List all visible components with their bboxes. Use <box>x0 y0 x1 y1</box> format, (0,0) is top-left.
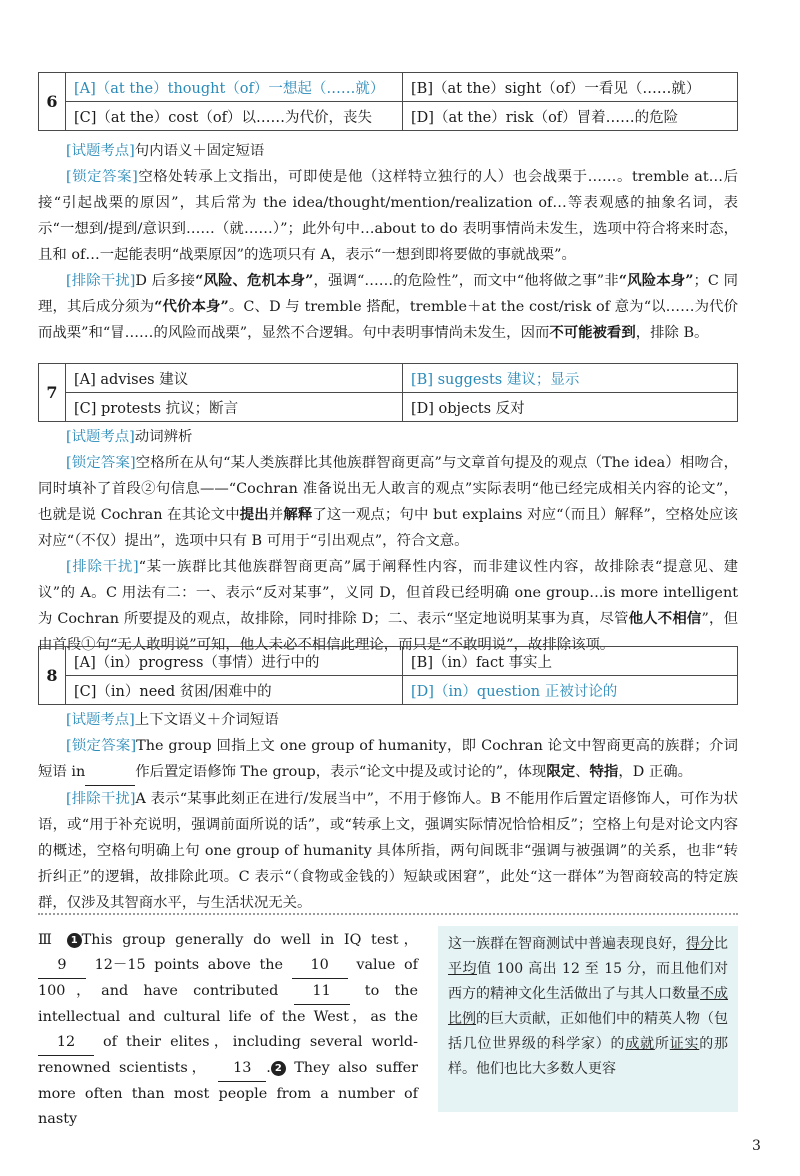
kaodian-text: 句内语义＋固定短语 <box>134 143 265 159</box>
sentence-number-1: 1 <box>67 933 82 948</box>
text: ，强调“……的危险性”，而文中“他将做之事”非 <box>313 273 619 289</box>
blank-13: 13 <box>218 1056 266 1082</box>
kaodian-tag: [试题考点] <box>66 143 135 159</box>
blank-line <box>85 759 135 786</box>
suoding-paragraph <box>38 733 738 786</box>
bold-text: “风险、危机本身” <box>195 272 314 289</box>
option-d: [D]（in）question 正被讨论的 <box>403 676 738 705</box>
text: 12－15 points above the <box>94 957 284 973</box>
suoding-tag: [锁定答案] <box>66 738 137 754</box>
blank-11: 11 <box>294 979 350 1005</box>
text: 了这一观点；句中 but explains 对应“（而且）解释”，空格处应该对应“（不仅）提出”，选项中只有 B 可用于“引出观点”，符合文意。 <box>38 507 738 549</box>
text: D 后多接 <box>135 273 196 289</box>
bold-text: 特指 <box>589 763 619 780</box>
text: 这一族群在智商测试中普遍表现良好， <box>448 936 686 952</box>
text: A 表示“某事此刻正在进行/发展当中”，不用于修饰人。B 不能用作后置定语修饰人，可作为状语，或“用于补充说明，强调前面所说的话”，或“转承上文，强调实际情况恰恰相反”；空格上句是对论文内容的概述，空格句明确上句 one group of humanity 具体所指，两句间既非“强调与被强调”的关系，也非“转折纠正”的逻辑，故排除此项。C 表示“（食物或金钱的）短缺或困窘”，此处“这一群体”为智商较高的特定族群，仅涉及其智商水平，与生活状况无关。 <box>38 791 739 911</box>
option-a: [A]（at the）thought（of）一想起（……就） <box>66 73 403 102</box>
paichu-tag: [排除干扰] <box>66 791 136 807</box>
bold-text: 解释 <box>283 506 313 523</box>
page-number: 3 <box>752 1138 761 1154</box>
text: The group 回指上文 one group of humanity，即 Cochran 论文中智商更高的族群；介词短语 in <box>38 738 738 780</box>
kaodian-text: 动词辨析 <box>134 429 193 445</box>
suoding-paragraph <box>38 164 738 268</box>
bold-text: 他人不相信 <box>628 610 702 627</box>
blank-9: 9 <box>38 953 86 979</box>
text: ，排除 B。 <box>635 325 709 341</box>
question-number: 8 <box>39 647 66 705</box>
paichu-paragraph <box>38 268 738 346</box>
kaodian-tag: [试题考点] <box>66 712 135 728</box>
suoding-text: 空格处转承上文指出，可即使是他（这样特立独行的人）也会战栗于……。tremble at…后接“引起战栗的原因”，其后常为 the idea/thought/mention/realization of…等表观感的抽象名词，表示“一想到/提到/意识到……（就……）”；此外句中…about to do 表明事情尚未发生，选项中符合将来时态，且和 of…一起能表明“战栗原因”的选项只有 A，表示“一想到即将要做的事就战栗”。 <box>38 169 738 263</box>
section-roman: Ⅲ <box>38 932 57 948</box>
underlined-text: 不成比例 <box>448 986 728 1027</box>
question-7-options <box>38 363 738 422</box>
text: 值 100 高出 12 至 15 分，而且他们对西方的精神文化生活做出了与其人口数量 <box>448 961 728 1002</box>
question-number: 7 <box>39 364 66 422</box>
text: value of 100，and have contributed <box>38 957 419 999</box>
bold-text: 不可能被看到 <box>549 324 636 341</box>
paichu-paragraph <box>38 786 738 916</box>
text: “某一族群比其他族群智商更高”属于阐释性内容，而非建议性内容，故排除表“提意见、建议”的 A。C 用法有二：一、表示“反对某事”，义同 D，但首段已经明确 one group…is more intelligent 为 Cochran 所要提及的观点，故排除，同时排除 D；二、表示“坚定地说明某事为真，尽管 <box>38 559 738 627</box>
text: 作后置定语修饰 The group，表示“论文中提及或讨论的”，体现 <box>135 764 547 780</box>
option-b: [B] suggests 建议；显示 <box>403 364 738 393</box>
text: 的那样。他们也比大多数人更容 <box>448 1036 729 1077</box>
kaodian-line <box>38 707 738 733</box>
blank-12: 12 <box>38 1030 94 1056</box>
options-table-7 <box>38 363 738 422</box>
question-8-options <box>38 646 738 705</box>
question-6-options <box>38 72 738 131</box>
options-table-8 <box>38 646 738 705</box>
option-a: [A]（in）progress（事情）进行中的 <box>66 647 403 676</box>
text: This group generally do well in IQ test， <box>81 932 419 948</box>
kaodian-line <box>38 424 738 450</box>
question-6-analysis <box>38 138 738 346</box>
question-number: 6 <box>39 73 66 131</box>
text: ，D 正确。 <box>618 764 692 780</box>
option-d: [D]（at the）risk（of）冒着……的危险 <box>403 102 738 131</box>
text: They also suffer more often than most people from a number of nasty <box>38 1060 418 1127</box>
text: ；C 同理，其后成分须为 <box>38 273 738 315</box>
text: 并 <box>268 507 284 523</box>
underlined-text: 成就 <box>625 1036 655 1052</box>
paichu-tag: [排除干扰] <box>66 559 139 575</box>
text: to the intellectual and cultural life of the West，as the <box>38 983 419 1025</box>
underlined-text: 得分 <box>686 936 714 952</box>
text: of their elites，including several world-renowned scientists， <box>38 1034 419 1076</box>
underlined-text: 证实 <box>669 1036 700 1052</box>
text: 空格所在从句“某人类族群比其他族群智商更高”与文章首句提及的观点（The idea）相吻合，同时填补了首段②句信息——“Cochran 准备说出无人敢言的观点”实际表明“他已经完成相关内容的论文”，也就是说 Cochran 在其论文中 <box>38 455 738 523</box>
text: ”，但由首段①句“无人敢明说”可知，他人未必不相信此理论，而只是“不敢明说”，故排除该项。 <box>38 611 738 653</box>
bold-text: 限定 <box>546 763 576 780</box>
passage-text <box>38 928 418 1132</box>
bold-text: “代价本身” <box>154 298 229 315</box>
kaodian-tag: [试题考点] <box>66 429 135 445</box>
sentence-number-2: 2 <box>271 1061 286 1076</box>
suoding-paragraph <box>38 450 738 554</box>
paichu-paragraph <box>38 554 738 658</box>
option-d: [D] objects 反对 <box>403 393 738 422</box>
dotted-divider <box>38 913 738 915</box>
blank-10: 10 <box>292 953 348 979</box>
option-b: [B]（in）fact 事实上 <box>403 647 738 676</box>
text: 比 <box>714 936 728 952</box>
text: . <box>266 1060 271 1076</box>
option-b: [B]（at the）sight（of）一看见（……就） <box>403 73 738 102</box>
option-c: [C]（at the）cost（of）以……为代价，丧失 <box>66 102 403 131</box>
options-table-6 <box>38 72 738 131</box>
suoding-tag: [锁定答案] <box>66 455 136 471</box>
text: 、 <box>575 764 590 780</box>
text: 。C、D 与 tremble 搭配，tremble＋at the cost/risk of 意为“以……为代价而战栗”和“冒……的风险而战栗”，显然不合逻辑。句中表明事情尚未发生，因而 <box>38 299 738 341</box>
text: 所 <box>654 1036 670 1052</box>
question-8-analysis <box>38 707 738 916</box>
text: 的巨大贡献，正如他们中的精英人物（包括几位世界级的科学家）的 <box>448 1011 728 1052</box>
question-7-analysis <box>38 424 738 658</box>
bold-text: “风险本身” <box>618 272 694 289</box>
underlined-text: 平均 <box>448 961 477 977</box>
translation-box <box>438 926 738 1112</box>
kaodian-text: 上下文语义＋介词短语 <box>134 712 279 728</box>
option-c: [C] protests 抗议；断言 <box>66 393 403 422</box>
paichu-tag: [排除干扰] <box>66 273 136 289</box>
option-c: [C]（in）need 贫困/困难中的 <box>66 676 403 705</box>
option-a: [A] advises 建议 <box>66 364 403 393</box>
bold-text: 提出 <box>239 506 269 523</box>
suoding-tag: [锁定答案] <box>66 169 138 185</box>
kaodian-line <box>38 138 738 164</box>
